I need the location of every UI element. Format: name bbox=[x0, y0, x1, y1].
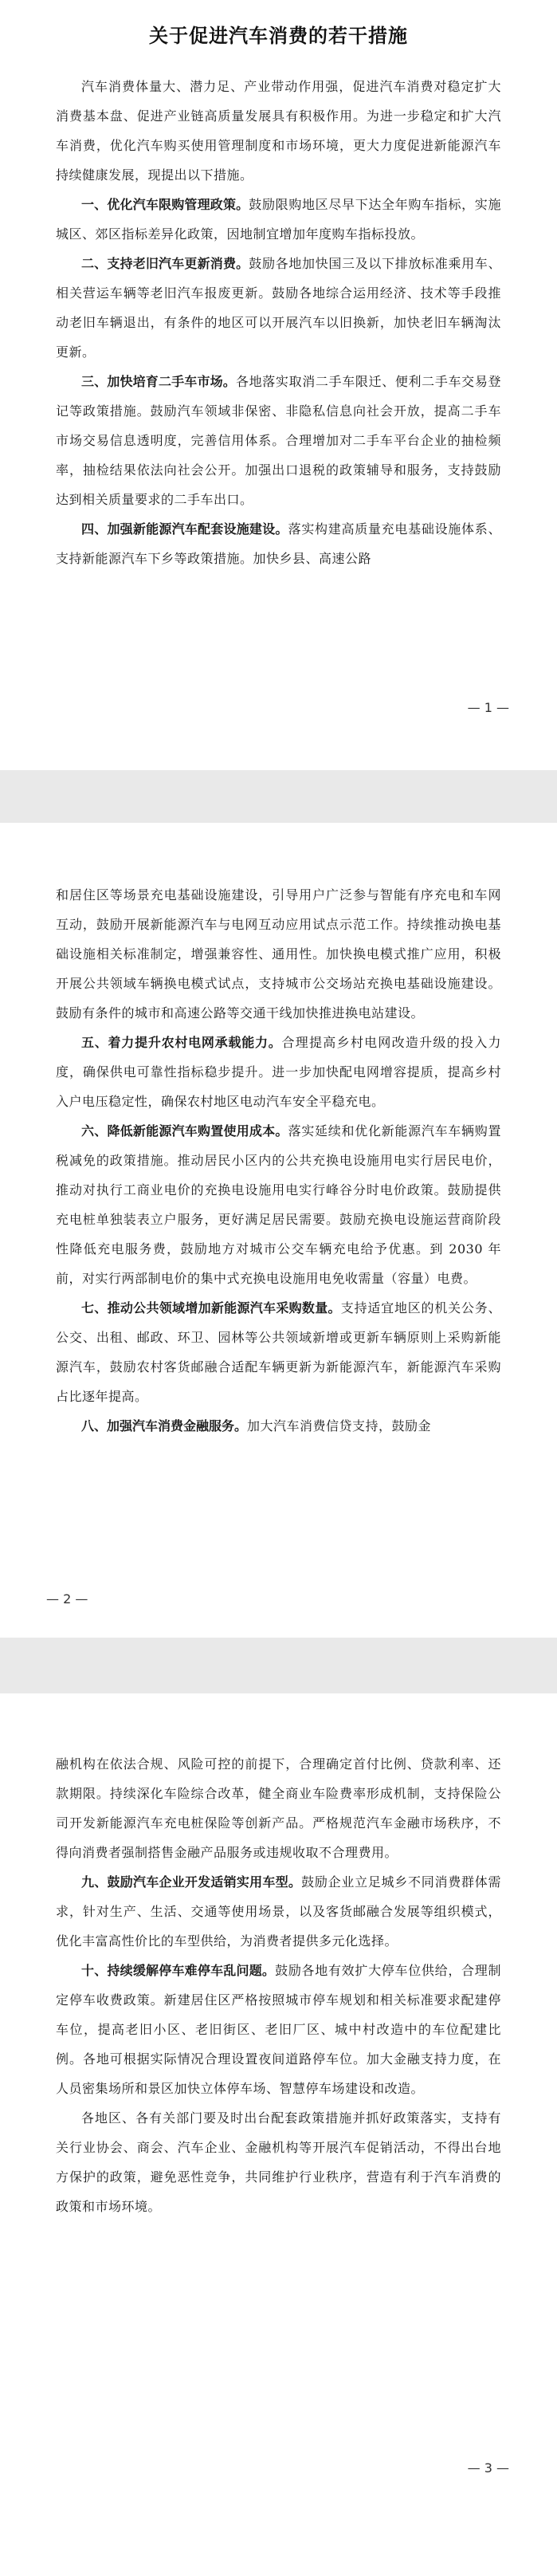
paragraph-text: 和居住区等场景充电基础设施建设，引导用户广泛参与智能有序充电和车网互动，鼓励开展新能源汽车与电网互动应用试点示范工作。持续推动换电基础设施相关标准制定，增强兼容性、通用性。加快换电模式推广应用，积极开展公共领域车辆换电模式试点，支持城市公交场站充换电基础设施建设。鼓励有条件的城市和高速公路等交通干线加快推进换电站建设。 bbox=[56, 887, 501, 1021]
paragraph-measure-1 bbox=[56, 190, 501, 249]
page-number: — 2 — bbox=[46, 1591, 88, 1607]
paragraph-measure-8 bbox=[56, 1411, 501, 1441]
paragraph-measure-10 bbox=[56, 1956, 501, 2103]
paragraph-text: 各地落实取消二手车限迁、便利二手车交易登记等政策措施。鼓励汽车领域非保密、非隐私信息向社会开放，提高二手车市场交易信息透明度，完善信用体系。合理增加对二手车平台企业的抽检频率，抽检结果依法向社会公开。加强出口退税的政策辅导和服务，支持鼓励达到相关质量要求的二手车出口。 bbox=[56, 374, 501, 507]
paragraph-measure-5 bbox=[56, 1028, 501, 1116]
paragraph-heading: 五、着力提升农村电网承载能力。 bbox=[81, 1035, 282, 1050]
document-page-2 bbox=[0, 823, 557, 1638]
page-1-body bbox=[56, 59, 501, 573]
paragraph-continued bbox=[56, 880, 501, 1028]
paragraph-measure-6 bbox=[56, 1116, 501, 1293]
paragraph-heading: 四、加强新能源汽车配套设施建设。 bbox=[81, 521, 288, 537]
paragraph-continued bbox=[56, 1749, 501, 1867]
page-3-body bbox=[56, 1693, 501, 2221]
page-number: — 3 — bbox=[467, 2460, 509, 2476]
paragraph-text: 融机构在依法合规、风险可控的前提下，合理确定首付比例、贷款利率、还款期限。持续深化车险综合改革，健全商业车险费率形成机制，支持保险公司开发新能源汽车充电桩保险等创新产品。严格规范汽车金融市场秩序，不得向消费者强制搭售金融产品服务或违规收取不合理费用。 bbox=[56, 1756, 501, 1860]
paragraph-intro bbox=[56, 72, 501, 190]
paragraph-text: 鼓励各地加快国三及以下排放标准乘用车、相关营运车辆等老旧汽车报废更新。鼓励各地综合运用经济、技术等手段推动老旧车辆退出，有条件的地区可以开展汽车以旧换新，加快老旧车辆淘汰更新。 bbox=[56, 256, 501, 360]
paragraph-measure-4 bbox=[56, 514, 501, 573]
paragraph-heading: 二、支持老旧汽车更新消费。 bbox=[81, 256, 249, 271]
page-number: — 1 — bbox=[467, 700, 509, 715]
paragraph-heading: 一、优化汽车限购管理政策。 bbox=[81, 197, 249, 212]
paragraph-heading: 十、持续缓解停车难停车乱问题。 bbox=[81, 1963, 276, 1978]
paragraph-closing bbox=[56, 2103, 501, 2221]
paragraph-text: 汽车消费体量大、潜力足、产业带动作用强，促进汽车消费对稳定扩大消费基本盘、促进产业链高质量发展具有积极作用。为进一步稳定和扩大汽车消费，优化汽车购买使用管理制度和市场环境，更大力度促进新能源汽车持续健康发展，现提出以下措施。 bbox=[56, 79, 501, 183]
paragraph-text: 落实构建高质量充电基础设施体系、支持新能源汽车下乡等政策措施。加快乡县、高速公路 bbox=[56, 521, 501, 566]
document-page-3 bbox=[0, 1693, 557, 2576]
paragraph-measure-7 bbox=[56, 1293, 501, 1411]
paragraph-measure-2 bbox=[56, 249, 501, 367]
paragraph-text: 鼓励企业立足城乡不同消费群体需求，针对生产、生活、交通等使用场景，以及客货邮融合发展等组织模式，优化丰富高性价比的车型供给，为消费者提供多元化选择。 bbox=[56, 1874, 501, 1949]
paragraph-text: 鼓励限购地区尽早下达全年购车指标，实施城区、郊区指标差异化政策，因地制宜增加年度购车指标投放。 bbox=[56, 197, 501, 242]
paragraph-measure-3 bbox=[56, 367, 501, 514]
paragraph-text: 落实延续和优化新能源汽车车辆购置税减免的政策措施。推动居民小区内的公共充换电设施用电实行居民电价，推动对执行工商业电价的充换电设施用电实行峰谷分时电价政策。鼓励提供充电桩单独装表立户服务，更好满足居民需要。鼓励充换电设施运营商阶段性降低充电服务费，鼓励地方对城市公交车辆充电给予优惠。到 2030 年前，对实行两部制电价的集中式充换电设施用电免收需量（容量）电费。 bbox=[56, 1123, 501, 1286]
paragraph-heading: 八、加强汽车消费金融服务。 bbox=[81, 1418, 248, 1434]
paragraph-text: 合理提高乡村电网改造升级的投入力度，确保供电可靠性指标稳步提升。进一步加快配电网增容提质，提高乡村入户电压稳定性，确保农村地区电动汽车安全平稳充电。 bbox=[56, 1035, 501, 1109]
paragraph-heading: 七、推动公共领域增加新能源汽车采购数量。 bbox=[81, 1300, 341, 1316]
paragraph-text: 支持适宜地区的机关公务、公交、出租、邮政、环卫、园林等公共领域新增或更新车辆原则上采购新能源汽车，鼓励农村客货邮融合适配车辆更新为新能源汽车，新能源汽车采购占比逐年提高。 bbox=[56, 1300, 501, 1404]
document-page-1 bbox=[0, 0, 557, 770]
paragraph-heading: 九、鼓励汽车企业开发适销实用车型。 bbox=[81, 1874, 302, 1890]
paragraph-text: 加大汽车消费信贷支持，鼓励金 bbox=[247, 1418, 432, 1434]
page-2-body bbox=[56, 823, 501, 1441]
paragraph-heading: 三、加快培育二手车市场。 bbox=[81, 374, 236, 389]
paragraph-text: 鼓励各地有效扩大停车位供给，合理制定停车收费政策。新建居住区严格按照城市停车规划和相关标准要求配建停车位，提高老旧小区、老旧街区、老旧厂区、城中村改造中的车位配建比例。各地可根据实际情况合理设置夜间道路停车位。加大金融支持力度，在人员密集场所和景区加快立体停车场、智慧停车场建设和改造。 bbox=[56, 1963, 501, 2096]
paragraph-text: 各地区、各有关部门要及时出台配套政策措施并抓好政策落实，支持有关行业协会、商会、汽车企业、金融机构等开展汽车促销活动，不得出台地方保护的政策，避免恶性竞争，共同维护行业秩序，营造有利于汽车消费的政策和市场环境。 bbox=[56, 2110, 501, 2214]
paragraph-measure-9 bbox=[56, 1867, 501, 1956]
document-title: 关于促进汽车消费的若干措施 bbox=[149, 24, 408, 47]
paragraph-heading: 六、降低新能源汽车购置使用成本。 bbox=[81, 1123, 288, 1139]
